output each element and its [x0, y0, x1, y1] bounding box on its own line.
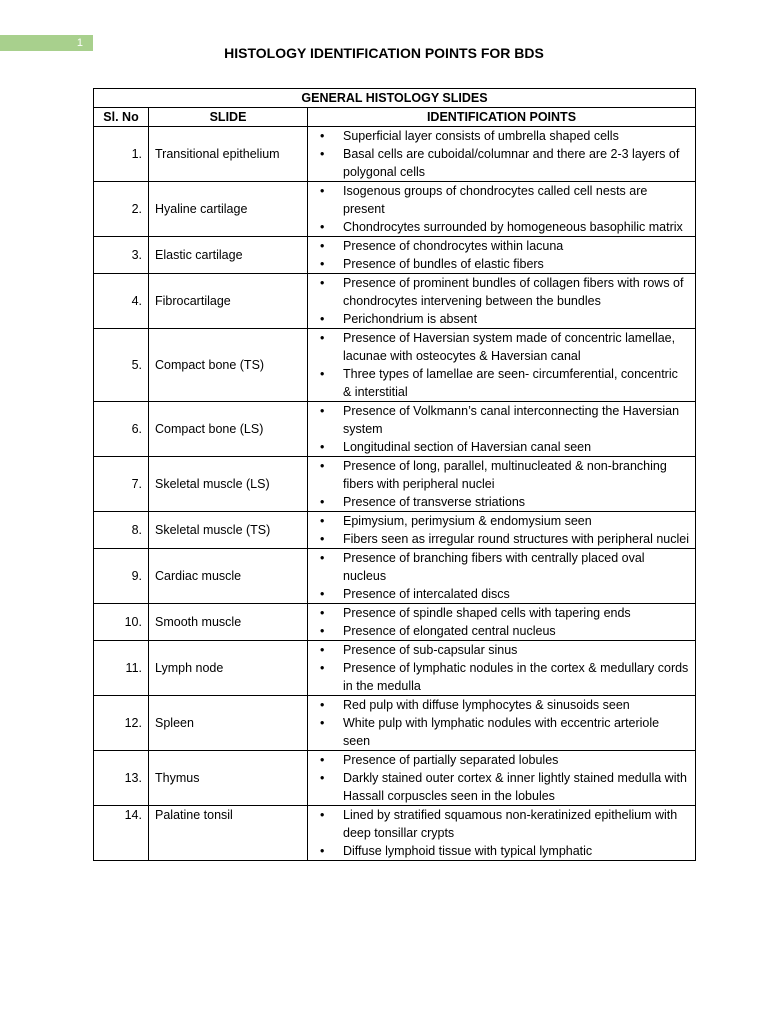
points-list: [314, 274, 689, 328]
identification-points: [308, 127, 696, 182]
list-item: • Presence of transverse striations: [314, 493, 689, 511]
list-item: • Presence of prominent bundles of collagen fibers with rows of chondrocytes intervening between the bundles: [314, 274, 689, 310]
identification-points: [308, 182, 696, 237]
points-list: [314, 604, 689, 640]
points-list: [314, 402, 689, 456]
column-header-identification-points: IDENTIFICATION POINTS: [308, 108, 696, 127]
row-number: 11.: [94, 641, 149, 696]
identification-points: [308, 457, 696, 512]
list-item: • Presence of intercalated discs: [314, 585, 689, 603]
points-list: [314, 457, 689, 511]
identification-points: [308, 329, 696, 402]
list-item: • Presence of long, parallel, multinucleated & non-branching fibers with peripheral nuclei: [314, 457, 689, 493]
list-item: • Red pulp with diffuse lymphocytes & sinusoids seen: [314, 696, 689, 714]
slide-name: Hyaline cartilage: [149, 182, 308, 237]
slide-name: Thymus: [149, 751, 308, 806]
row-number: 7.: [94, 457, 149, 512]
slide-name: Elastic cartilage: [149, 237, 308, 274]
points-list: [314, 806, 689, 860]
points-list: [314, 182, 689, 236]
row-number: 10.: [94, 604, 149, 641]
slide-name: Fibrocartilage: [149, 274, 308, 329]
slide-name: Smooth muscle: [149, 604, 308, 641]
row-number: 3.: [94, 237, 149, 274]
table-row: [94, 604, 696, 641]
row-number: 2.: [94, 182, 149, 237]
identification-points: [308, 274, 696, 329]
slide-name: Transitional epithelium: [149, 127, 308, 182]
list-item: • Epimysium, perimysium & endomysium seen: [314, 512, 689, 530]
slide-name: Spleen: [149, 696, 308, 751]
points-list: [314, 127, 689, 181]
slide-name: Skeletal muscle (TS): [149, 512, 308, 549]
slide-name: Compact bone (TS): [149, 329, 308, 402]
row-number: 4.: [94, 274, 149, 329]
points-list: [314, 237, 689, 273]
points-list: [314, 329, 689, 401]
list-item: • Presence of bundles of elastic fibers: [314, 255, 689, 273]
document-title: HISTOLOGY IDENTIFICATION POINTS FOR BDS: [224, 45, 544, 61]
list-item: • Superficial layer consists of umbrella shaped cells: [314, 127, 689, 145]
slide-name: Lymph node: [149, 641, 308, 696]
identification-points: [308, 806, 696, 861]
list-item: • Basal cells are cuboidal/columnar and there are 2-3 layers of polygonal cells: [314, 145, 689, 181]
slide-name: Skeletal muscle (LS): [149, 457, 308, 512]
histology-table: [93, 88, 696, 861]
row-number: 1.: [94, 127, 149, 182]
list-item: • White pulp with lymphatic nodules with eccentric arteriole seen: [314, 714, 689, 750]
row-number: 9.: [94, 549, 149, 604]
list-item: • Three types of lamellae are seen- circumferential, concentric & interstitial: [314, 365, 689, 401]
row-number: 14.: [94, 806, 149, 861]
table-row: [94, 274, 696, 329]
table-row: [94, 696, 696, 751]
slide-name: Palatine tonsil: [149, 806, 308, 861]
table-row: [94, 457, 696, 512]
slide-name: Compact bone (LS): [149, 402, 308, 457]
section-title: GENERAL HISTOLOGY SLIDES: [94, 89, 696, 108]
list-item: • Chondrocytes surrounded by homogeneous basophilic matrix: [314, 218, 689, 236]
table-row: [94, 182, 696, 237]
list-item: • Longitudinal section of Haversian canal seen: [314, 438, 689, 456]
list-item: • Lined by stratified squamous non-keratinized epithelium with deep tonsillar crypts: [314, 806, 689, 842]
list-item: • Presence of chondrocytes within lacuna: [314, 237, 689, 255]
table-row: [94, 549, 696, 604]
row-number: 8.: [94, 512, 149, 549]
list-item: • Presence of branching fibers with centrally placed oval nucleus: [314, 549, 689, 585]
list-item: • Presence of lymphatic nodules in the cortex & medullary cords in the medulla: [314, 659, 689, 695]
list-item: • Fibers seen as irregular round structures with peripheral nuclei: [314, 530, 689, 548]
list-item: • Presence of partially separated lobules: [314, 751, 689, 769]
table-row: [94, 751, 696, 806]
row-number: 13.: [94, 751, 149, 806]
points-list: [314, 696, 689, 750]
table-row: [94, 127, 696, 182]
list-item: • Presence of Volkmann’s canal interconnecting the Haversian system: [314, 402, 689, 438]
table-row: [94, 641, 696, 696]
list-item: • Darkly stained outer cortex & inner lightly stained medulla with Hassall corpuscles seen in the lobules: [314, 769, 689, 805]
table-row: [94, 806, 696, 861]
row-number: 5.: [94, 329, 149, 402]
identification-points: [308, 696, 696, 751]
identification-points: [308, 402, 696, 457]
points-list: [314, 549, 689, 603]
table-body: [94, 127, 696, 861]
table-row: [94, 237, 696, 274]
list-item: • Presence of spindle shaped cells with tapering ends: [314, 604, 689, 622]
identification-points: [308, 604, 696, 641]
table-row: [94, 402, 696, 457]
table-row: [94, 329, 696, 402]
identification-points: [308, 512, 696, 549]
list-item: • Diffuse lymphoid tissue with typical lymphatic: [314, 842, 689, 860]
identification-points: [308, 641, 696, 696]
slide-name: Cardiac muscle: [149, 549, 308, 604]
identification-points: [308, 549, 696, 604]
column-header-sl-no: Sl. No: [94, 108, 149, 127]
list-item: • Presence of Haversian system made of concentric lamellae, lacunae with osteocytes & Haversian canal: [314, 329, 689, 365]
points-list: [314, 512, 689, 548]
row-number: 6.: [94, 402, 149, 457]
list-item: • Isogenous groups of chondrocytes called cell nests are present: [314, 182, 689, 218]
page-number-badge: 1: [0, 35, 93, 51]
points-list: [314, 641, 689, 695]
column-header-slide: SLIDE: [149, 108, 308, 127]
identification-points: [308, 751, 696, 806]
table-row: [94, 512, 696, 549]
identification-points: [308, 237, 696, 274]
points-list: [314, 751, 689, 805]
row-number: 12.: [94, 696, 149, 751]
list-item: • Perichondrium is absent: [314, 310, 689, 328]
list-item: • Presence of elongated central nucleus: [314, 622, 689, 640]
list-item: • Presence of sub-capsular sinus: [314, 641, 689, 659]
